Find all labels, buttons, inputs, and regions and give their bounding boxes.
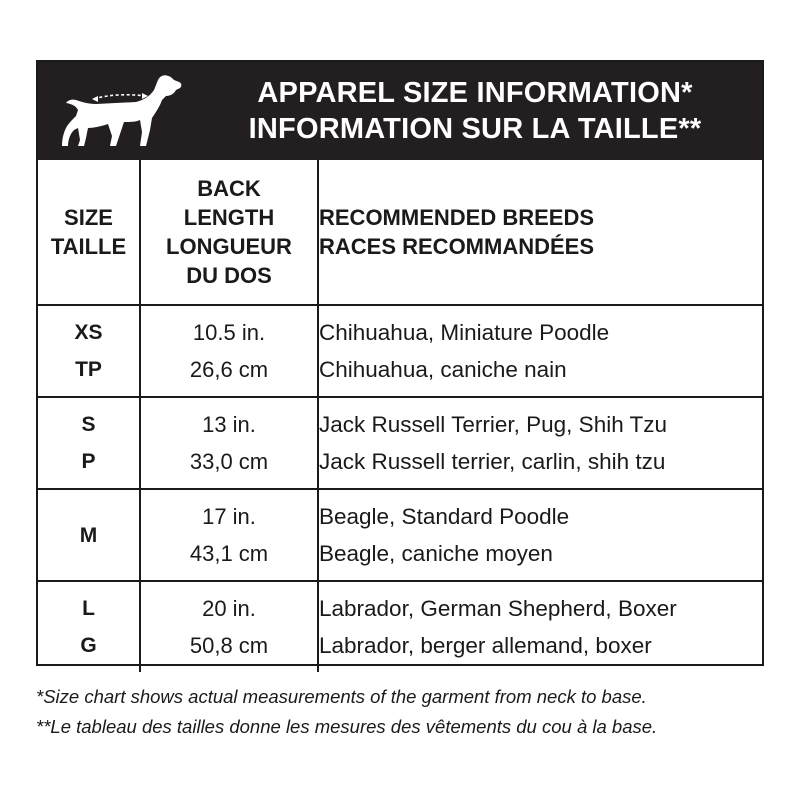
breeds-cell: Labrador, German Shepherd, Boxer Labrador, berger allemand, boxer	[318, 581, 762, 672]
back-length-cell: 10.5 in. 26,6 cm	[140, 305, 318, 397]
chart-header	[38, 62, 762, 160]
size-cell: L G	[38, 581, 140, 672]
column-header-breeds: RECOMMENDED BREEDS RACES RECOMMANDÉES	[318, 160, 762, 305]
table-row	[38, 581, 762, 672]
footnote-french: **Le tableau des tailles donne les mesures des vêtements du cou à la base.	[36, 716, 658, 737]
dog-silhouette-icon	[50, 66, 210, 158]
table-row	[38, 397, 762, 489]
breeds-cell: Jack Russell Terrier, Pug, Shih Tzu Jack Russell terrier, carlin, shih tzu	[318, 397, 762, 489]
back-length-cell: 20 in. 50,8 cm	[140, 581, 318, 672]
size-cell: XS TP	[38, 305, 140, 397]
breeds-cell: Beagle, Standard Poodle Beagle, caniche moyen	[318, 489, 762, 581]
back-length-cell: 17 in. 43,1 cm	[140, 489, 318, 581]
table-row	[38, 305, 762, 397]
column-header-back-length: BACK LENGTH LONGUEUR DU DOS	[140, 160, 318, 305]
title-french: INFORMATION SUR LA TAILLE**	[248, 113, 702, 145]
column-header-size: SIZE TAILLE	[38, 160, 140, 305]
footnotes	[36, 682, 776, 742]
size-table	[38, 160, 762, 672]
size-chart	[36, 60, 764, 666]
breeds-cell: Chihuahua, Miniature Poodle Chihuahua, caniche nain	[318, 305, 762, 397]
title-english: APPAREL SIZE INFORMATION*	[257, 77, 693, 109]
back-length-cell: 13 in. 33,0 cm	[140, 397, 318, 489]
footnote-english: *Size chart shows actual measurements of the garment from neck to base.	[36, 686, 647, 707]
chart-title	[188, 75, 762, 147]
table-row	[38, 489, 762, 581]
table-header-row	[38, 160, 762, 305]
size-cell: S P	[38, 397, 140, 489]
size-cell: M	[38, 489, 140, 581]
